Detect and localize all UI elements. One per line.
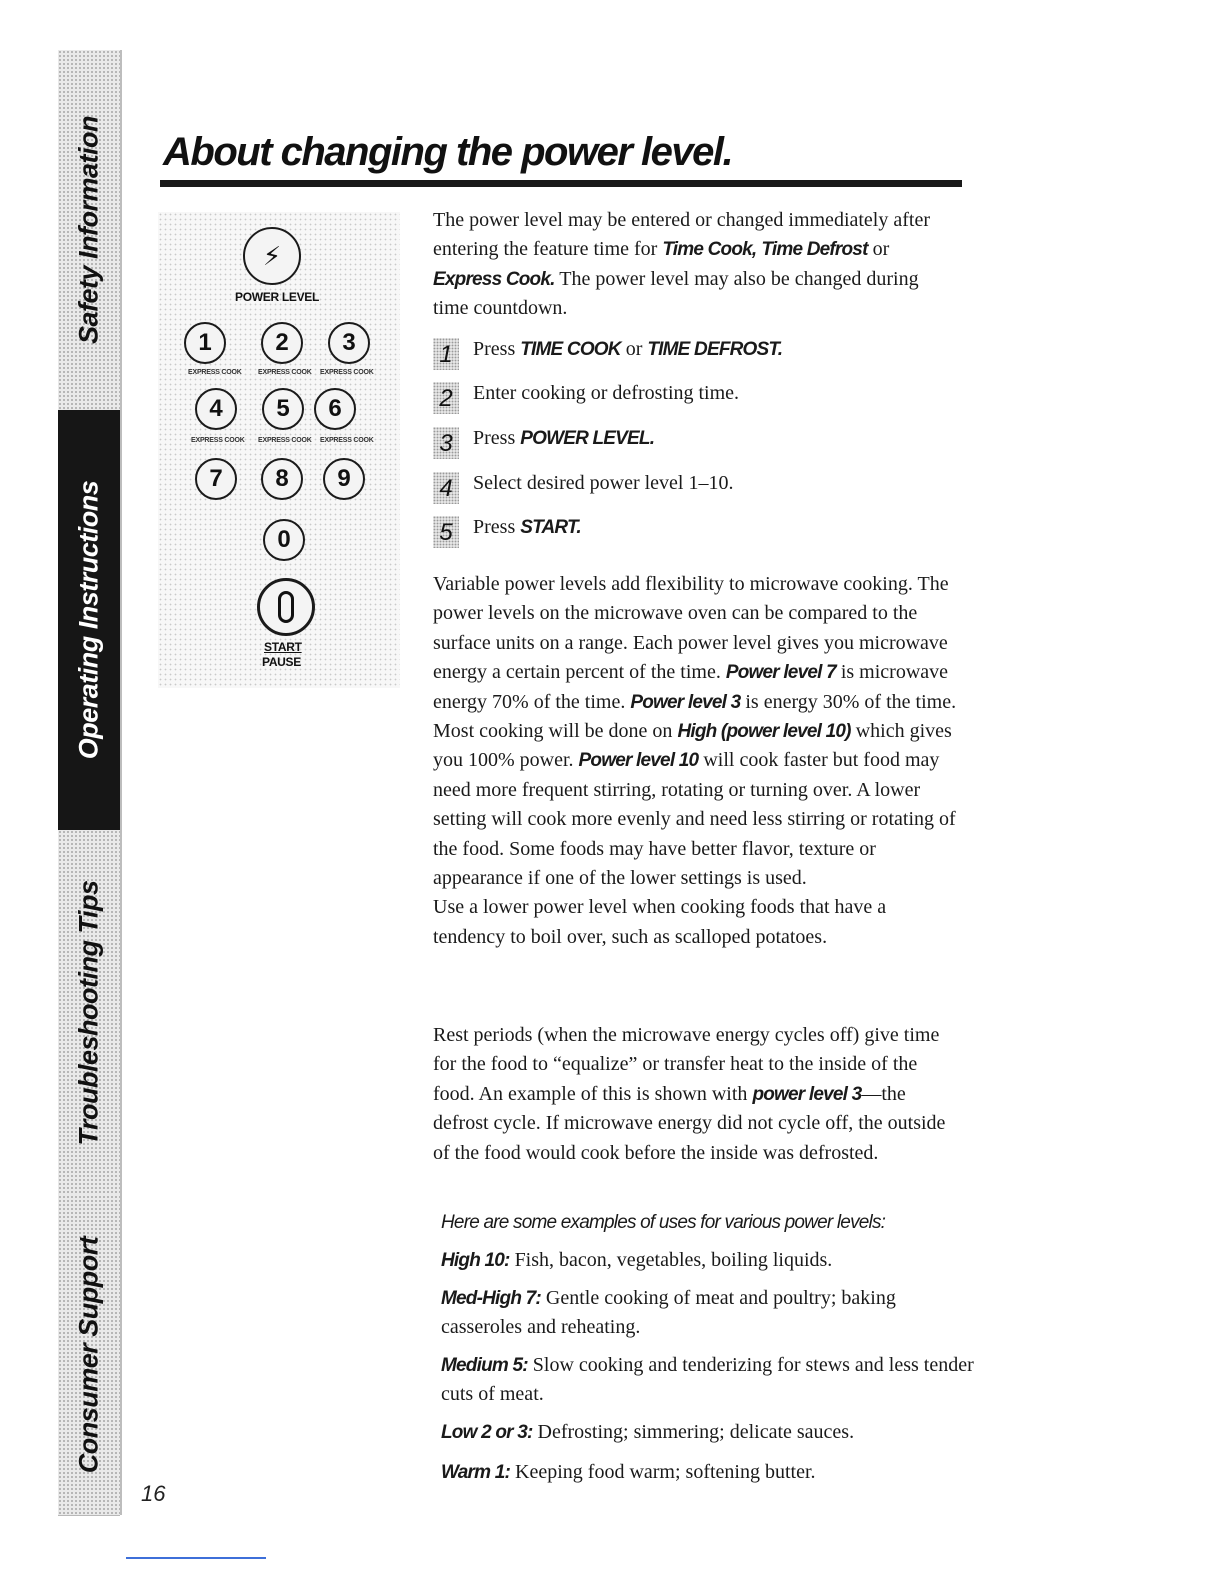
step-text-plain: Select desired power level 1–10. [473,472,734,494]
step-number: 3 [433,427,459,459]
step-text [473,514,581,541]
express-cook-label: EXPRESS COOK [258,369,312,376]
step-number: 1 [433,338,459,370]
intro-paragraph [433,206,953,324]
step-text-plain: or [620,338,648,360]
step-text [473,336,782,363]
step-text-plain: Press [473,427,521,449]
time-defrost-term: Time Defrost [761,239,868,261]
tab-label: Operating Instructions [73,480,104,760]
example-label: High 10: [441,1250,510,1271]
step-text-plain: Enter cooking or defrosting time. [473,382,740,404]
start-pause-key [257,578,315,636]
keypad-illustration [158,212,400,688]
paragraph-text: Variable power levels add flexibility to microwave cooking. The power levels on the microwave oven can be compared to the surface units on a range. Each power level gives you microwave energy a certain percent of the time. [433,573,949,684]
power-level-7-term: Power level 7 [725,662,836,684]
step-number: 5 [433,516,459,548]
example-item [441,1418,981,1447]
step-text-bold: TIME COOK [520,339,621,360]
example-item [441,1284,981,1342]
section-tabs [58,50,122,1515]
express-cook-label: EXPRESS COOK [191,437,245,444]
lightning-icon: ⚡ [262,240,282,271]
key-3: 3 [328,322,370,364]
high-power-level-10-term: High (power level 10) [677,721,851,743]
power-level-3-term: Power level 3 [630,691,741,713]
key-7: 7 [195,458,237,500]
power-level-key [243,227,301,285]
example-text: Defrosting; simmering; delicate sauces. [537,1421,855,1443]
power-level-10-term: Power level 10 [578,750,699,772]
express-cook-term: Express Cook. [433,268,555,290]
example-text: Keeping food warm; softening butter. [515,1461,816,1483]
paragraph-text: which gives you 100% power. [433,720,952,772]
page-number: 16 [141,1481,166,1506]
example-item [441,1351,981,1409]
tab-label: Consumer Support [73,1236,104,1474]
start-pause-icon [278,591,294,623]
start-label: START [264,640,302,654]
paragraph-text: is microwave energy 70% of the time. [433,661,949,713]
express-cook-label: EXPRESS COOK [320,369,374,376]
examples-heading [441,1208,981,1237]
tab-operating-instructions[interactable] [58,410,120,831]
tab-troubleshooting-tips[interactable] [58,830,120,1196]
tab-label: Safety Information [73,115,104,345]
power-level-label: POWER LEVEL [235,290,320,304]
pause-label: PAUSE [262,655,301,669]
step-text-bold: POWER LEVEL. [520,428,655,449]
key-2: 2 [261,322,303,364]
examples-heading-text: Here are some examples of uses for various power levels: [441,1212,886,1233]
express-cook-label: EXPRESS COOK [258,437,312,444]
time-cook-term: Time Cook, [662,239,757,261]
step-text-bold: TIME DEFROST. [647,339,783,360]
step-text [473,470,733,496]
example-item [441,1246,981,1275]
example-label: Medium 5: [441,1355,528,1376]
key-1: 1 [184,322,226,364]
example-label: Med-High 7: [441,1288,541,1309]
tab-label: Troubleshooting Tips [73,880,104,1145]
example-text: Fish, bacon, vegetables, boiling liquids. [514,1249,833,1271]
paragraph-text: —the defrost cycle. If microwave energy did not cycle off, the outside of the food would cook before the inside was defrosted. [433,1082,946,1164]
express-cook-label: EXPRESS COOK [320,437,374,444]
paragraph-text: is energy 30% of the time. Most cooking will be done on [433,690,957,743]
step-text-bold: START. [520,517,581,538]
step-text-plain: Press [473,516,521,538]
express-cook-label: EXPRESS COOK [188,369,242,376]
key-9: 9 [323,458,365,500]
intro-text: The power level may also be changed during time countdown. [433,267,919,320]
example-item [441,1458,981,1487]
paragraph-text: Rest periods (when the microwave energy cycles off) give time for the food to “equalize” or transfer heat to the inside of the food. An example of this is shown with [433,1024,940,1105]
example-text: Slow cooking and tenderizing for stews and less tender cuts of meat. [441,1354,974,1405]
step-text [473,425,654,452]
example-label: Warm 1: [441,1462,511,1483]
key-6: 6 [314,388,356,430]
bottom-rule [126,1557,266,1559]
step-number: 4 [433,472,459,504]
page-title: About changing the power level. [163,130,733,174]
example-text: Gentle cooking of meat and poultry; baking casseroles and reheating. [441,1287,896,1338]
example-label: Low 2 or 3: [441,1422,533,1443]
intro-text: or [872,238,890,261]
variable-power-paragraph [433,570,961,952]
step-number: 2 [433,382,459,414]
tab-safety-information[interactable] [58,50,120,411]
key-4: 4 [195,388,237,430]
intro-text: The power level may be entered or changed immediately after entering the feature time for [433,209,930,261]
step-text-plain: Press [473,338,521,360]
step-text [473,380,739,406]
tab-consumer-support[interactable] [58,1195,120,1516]
key-8: 8 [261,458,303,500]
key-0: 0 [263,519,305,561]
power-level-3-term: power level 3 [752,1083,862,1105]
boil-over-sentence: Use a lower power level when cooking foods that have a tendency to boil over, such as scalloped potatoes. [433,896,887,948]
rest-periods-paragraph [433,1021,961,1168]
title-rule [160,180,962,187]
key-5: 5 [262,388,304,430]
paragraph-text: will cook faster but food may need more frequent stirring, rotating or turning over. A lower setting will cook more evenly and need less stirring or rotating of the food. Some foods may have better flavor, texture or appearance if one of the lower settings is used. [433,749,956,890]
